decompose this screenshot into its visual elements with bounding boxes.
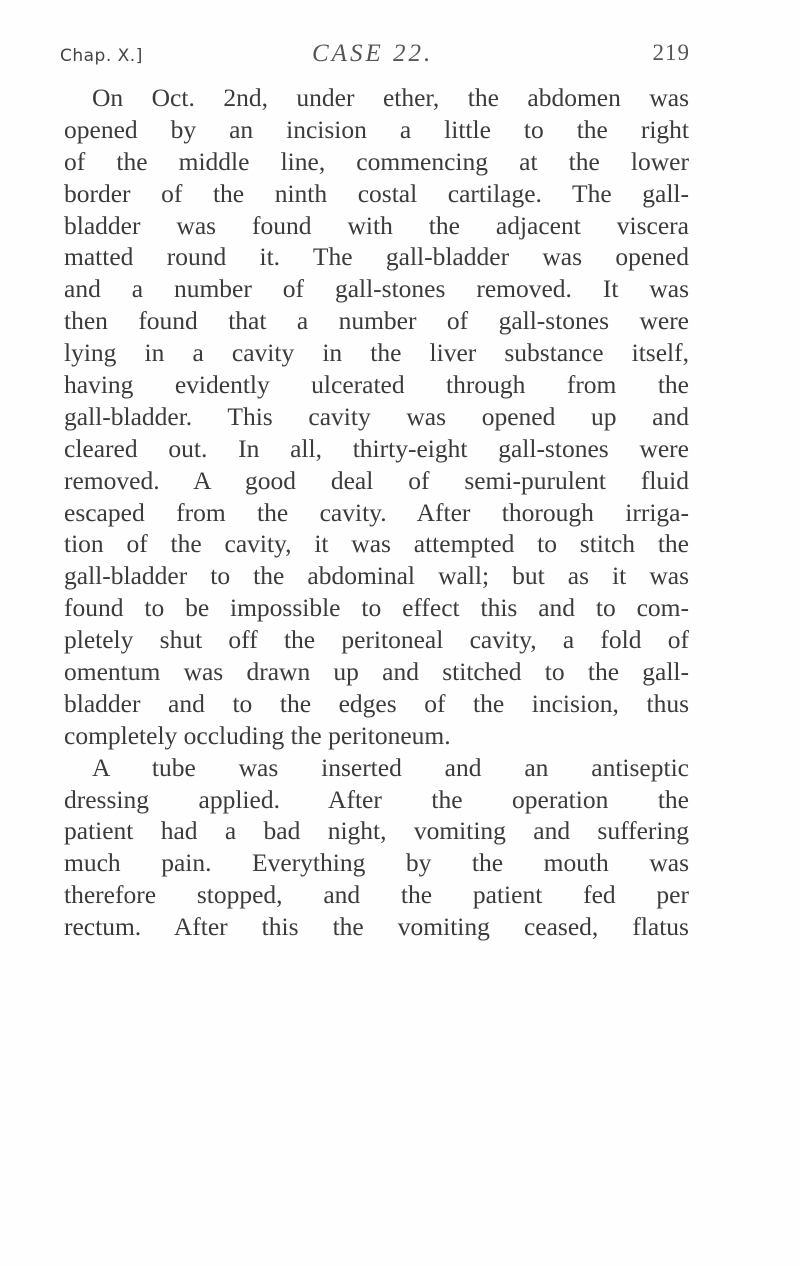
text-line: pletely shut off the peritoneal cavity, a fold of xyxy=(64,625,689,655)
text-line: completely occluding the peritoneum. xyxy=(64,720,451,750)
text-line: bladder was found with the adjacent viscera xyxy=(64,210,689,240)
page-number: 219 xyxy=(652,40,690,65)
text-line: opened by an incision a little to the right xyxy=(64,114,689,144)
text-line: omentum was drawn up and stitched to the gall- xyxy=(64,657,689,687)
chapter-label: Chap. X.] xyxy=(60,46,143,66)
text-line: removed. A good deal of semi-purulent fluid xyxy=(64,465,689,495)
text-line: gall-bladder to the abdominal wall; but as it was xyxy=(64,561,689,591)
text-line: therefore stopped, and the patient fed per xyxy=(64,880,689,910)
paragraph-1 xyxy=(64,82,689,752)
text-line: dressing applied. After the operation the xyxy=(64,784,689,814)
text-line: rectum. After this the vomiting ceased, flatus xyxy=(64,912,689,942)
text-line: matted round it. The gall-bladder was opened xyxy=(64,242,689,272)
text-line: tion of the cavity, it was attempted to stitch the xyxy=(64,529,689,559)
body-text xyxy=(64,82,689,943)
text-line: On Oct. 2nd, under ether, the abdomen was xyxy=(92,83,689,112)
text-line: having evidently ulcerated through from the xyxy=(64,370,689,400)
text-line: much pain. Everything by the mouth was xyxy=(64,848,689,878)
text-line: bladder and to the edges of the incision, thus xyxy=(64,688,689,718)
text-line: border of the ninth costal cartilage. The gall- xyxy=(64,178,689,208)
text-line: then found that a number of gall-stones were xyxy=(64,306,689,336)
paragraph-2 xyxy=(64,752,689,943)
text-line: cleared out. In all, thirty-eight gall-stones were xyxy=(64,433,689,463)
text-line: escaped from the cavity. After thorough irriga- xyxy=(64,497,689,527)
text-line: A tube was inserted and an antiseptic xyxy=(92,752,689,782)
text-line: found to be impossible to effect this and to com- xyxy=(64,593,689,623)
text-line: and a number of gall-stones removed. It was xyxy=(64,274,689,304)
text-line: patient had a bad night, vomiting and suffering xyxy=(64,816,689,846)
running-head xyxy=(60,40,690,80)
text-line: lying in a cavity in the liver substance itself, xyxy=(64,338,689,368)
text-line: of the middle line, commencing at the lower xyxy=(64,146,689,176)
text-line: gall-bladder. This cavity was opened up and xyxy=(64,401,689,431)
case-title: CASE 22. xyxy=(312,40,434,67)
